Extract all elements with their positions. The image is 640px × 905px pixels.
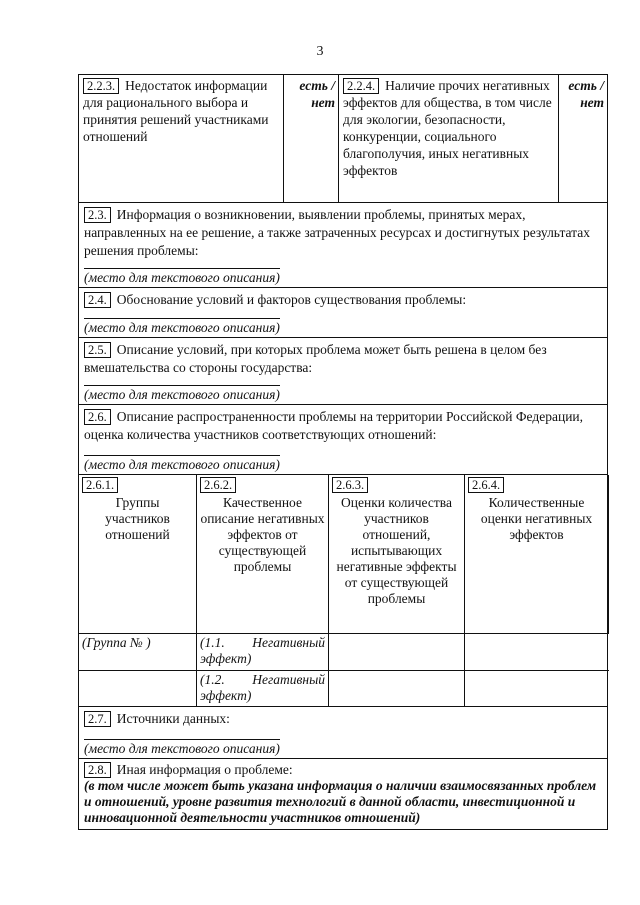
effect-label-2: Негативный bbox=[252, 672, 325, 687]
effects-table bbox=[79, 474, 607, 706]
text-2-4: Обоснование условий и факторов существования проблемы: bbox=[116, 292, 467, 307]
placeholder-2-5[interactable]: (место для текстового описания) bbox=[84, 387, 280, 402]
estimate-cell-2[interactable] bbox=[465, 670, 609, 706]
placeholder-2-3[interactable]: (место для текстового описания) bbox=[84, 270, 280, 285]
effect-suffix-2: эффект) bbox=[200, 688, 252, 703]
header-text-2-6-1: Группы участников отношений bbox=[105, 495, 170, 542]
text-2-2-3: Недостаток информации для рационального выбора и принятия решений участниками отношений bbox=[83, 78, 269, 144]
code-2-6-4: 2.6.4. bbox=[468, 477, 504, 493]
text-2-8: Иная информация о проблеме: bbox=[116, 762, 293, 777]
section-2-7 bbox=[79, 706, 607, 758]
estimate-cell-1[interactable] bbox=[465, 633, 609, 670]
count-cell-1[interactable] bbox=[329, 633, 465, 670]
code-2-6-3: 2.6.3. bbox=[332, 477, 368, 493]
placeholder-2-4[interactable]: (место для текстового описания) bbox=[84, 320, 280, 335]
group-cell[interactable]: (Группа № ) bbox=[79, 633, 197, 670]
count-cell-2[interactable] bbox=[329, 670, 465, 706]
code-2-8: 2.8. bbox=[84, 762, 111, 778]
section-2-8 bbox=[79, 758, 607, 829]
problem-form bbox=[78, 74, 608, 830]
text-2-7: Источники данных: bbox=[116, 711, 230, 726]
flag-2-2-3[interactable]: есть / нет bbox=[284, 75, 339, 202]
effect-label-1: Негативный bbox=[252, 635, 325, 650]
effect-suffix-1: эффект) bbox=[200, 651, 252, 666]
header-2-6-2 bbox=[197, 475, 329, 633]
effect-cell-2[interactable] bbox=[197, 670, 329, 706]
effect-num-1: (1.1. bbox=[200, 635, 225, 650]
cell-2-2-4 bbox=[339, 75, 559, 202]
text-2-3: Информация о возникновении, выявлении проблемы, принятых мерах, направленных на ее решение, а также затраченных ресурсах и достигнутых результатах решения проблемы: bbox=[84, 207, 590, 258]
header-2-6-1 bbox=[79, 475, 197, 633]
group-cell-empty[interactable] bbox=[79, 670, 197, 706]
effect-num-2: (1.2. bbox=[200, 672, 225, 687]
placeholder-2-7[interactable]: (место для текстового описания) bbox=[84, 741, 280, 756]
code-2-2-3: 2.2.3. bbox=[83, 78, 119, 94]
header-text-2-6-2: Качественное описание негативных эффектов от существующей проблемы bbox=[200, 495, 325, 574]
section-2-5 bbox=[79, 337, 607, 404]
page-number: 3 bbox=[316, 44, 324, 59]
cell-2-2-3 bbox=[79, 75, 284, 202]
flag-2-2-4[interactable]: есть / нет bbox=[568, 78, 604, 110]
code-2-7: 2.7. bbox=[84, 711, 111, 727]
section-2-6 bbox=[79, 404, 607, 474]
text-2-5: Описание условий, при которых проблема может быть решена в целом без вмешательства со стороны государства: bbox=[84, 342, 547, 375]
section-2-4 bbox=[79, 287, 607, 337]
text-2-6: Описание распространенности проблемы на территории Российской Федерации, оценка количества участников соответствующих отношений: bbox=[84, 409, 584, 442]
code-2-2-4: 2.2.4. bbox=[343, 78, 379, 94]
code-2-6: 2.6. bbox=[84, 409, 111, 425]
placeholder-2-6[interactable]: (место для текстового описания) bbox=[84, 457, 280, 472]
header-text-2-6-3: Оценки количества участников отношений, испытывающих негативные эффекты от существующей проблемы bbox=[336, 495, 457, 606]
code-2-4: 2.4. bbox=[84, 292, 111, 308]
header-2-6-3 bbox=[329, 475, 465, 633]
effect-cell-1[interactable] bbox=[197, 633, 329, 670]
row-2-2 bbox=[79, 75, 607, 202]
header-text-2-6-4: Количественные оценки негативных эффектов bbox=[480, 495, 593, 542]
text-2-2-4: Наличие прочих негативных эффектов для общества, в том числе для экологии, безопасности, конкуренции, социального благополучия, иных негативных эффектов bbox=[343, 78, 552, 178]
code-2-3: 2.3. bbox=[84, 207, 111, 223]
note-2-8[interactable]: (в том числе может быть указана информация о наличии взаимосвязанных проблем и отношений, уровне развития технологий в данной области, инвестиционной и инновационной деятельности участников отношений) bbox=[84, 778, 597, 825]
header-2-6-4 bbox=[465, 475, 609, 633]
code-2-6-1: 2.6.1. bbox=[82, 477, 118, 493]
section-2-3 bbox=[79, 202, 607, 287]
code-2-6-2: 2.6.2. bbox=[200, 477, 236, 493]
code-2-5: 2.5. bbox=[84, 342, 111, 358]
